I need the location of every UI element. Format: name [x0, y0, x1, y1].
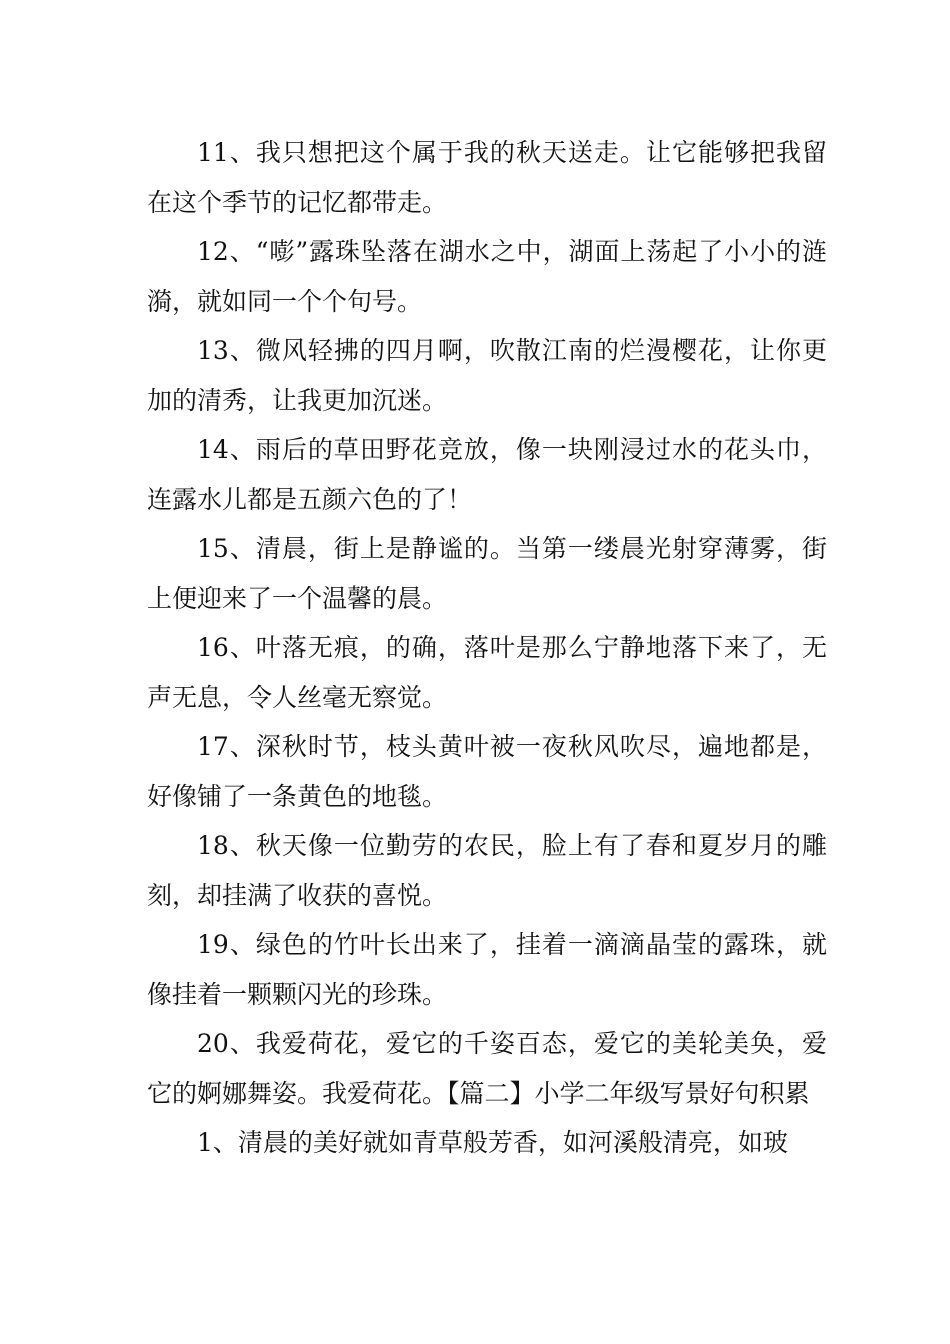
paragraph-19: 19、绿色的竹叶长出来了，挂着一滴滴晶莹的露珠，就像挂着一颗颗闪光的珍珠。: [147, 930, 827, 1009]
paragraph-17: 17、深秋时节，枝头黄叶被一夜秋风吹尽，遍地都是，好像铺了一条黄色的地毯。: [147, 732, 827, 811]
paragraph-15: 15、清晨，街上是静谧的。当第一缕晨光射穿薄雾，街上便迎来了一个温馨的晨。: [147, 534, 827, 613]
paragraph-12: 12、“嘭”露珠坠落在湖水之中，湖面上荡起了小小的涟漪，就如同一个个句号。: [147, 237, 827, 316]
paragraph-11: 11、我只想把这个属于我的秋天送走。让它能够把我留在这个季节的记忆都带走。: [147, 138, 827, 217]
paragraph-14: 14、雨后的草田野花竞放，像一块刚浸过水的花头巾，连露水儿都是五颜六色的了！: [147, 435, 827, 514]
paragraph-13: 13、微风轻拂的四月啊，吹散江南的烂漫樱花，让你更加的清秀，让我更加沉迷。: [147, 336, 827, 415]
paragraph-16: 16、叶落无痕，的确，落叶是那么宁静地落下来了，无声无息，令人丝毫无察觉。: [147, 633, 827, 712]
paragraph-20: 20、我爱荷花，爱它的千姿百态，爱它的美轮美奂，爱它的婀娜舞姿。我爱荷花。【篇二】小学二年级写景好句积累: [147, 1029, 827, 1108]
paragraph-1: 1、清晨的美好就如青草般芳香，如河溪般清亮，如玻: [197, 1128, 788, 1157]
paragraph-18: 18、秋天像一位勤劳的农民，脸上有了春和夏岁月的雕刻，却挂满了收获的喜悦。: [147, 831, 827, 910]
document-body: [147, 128, 827, 1168]
